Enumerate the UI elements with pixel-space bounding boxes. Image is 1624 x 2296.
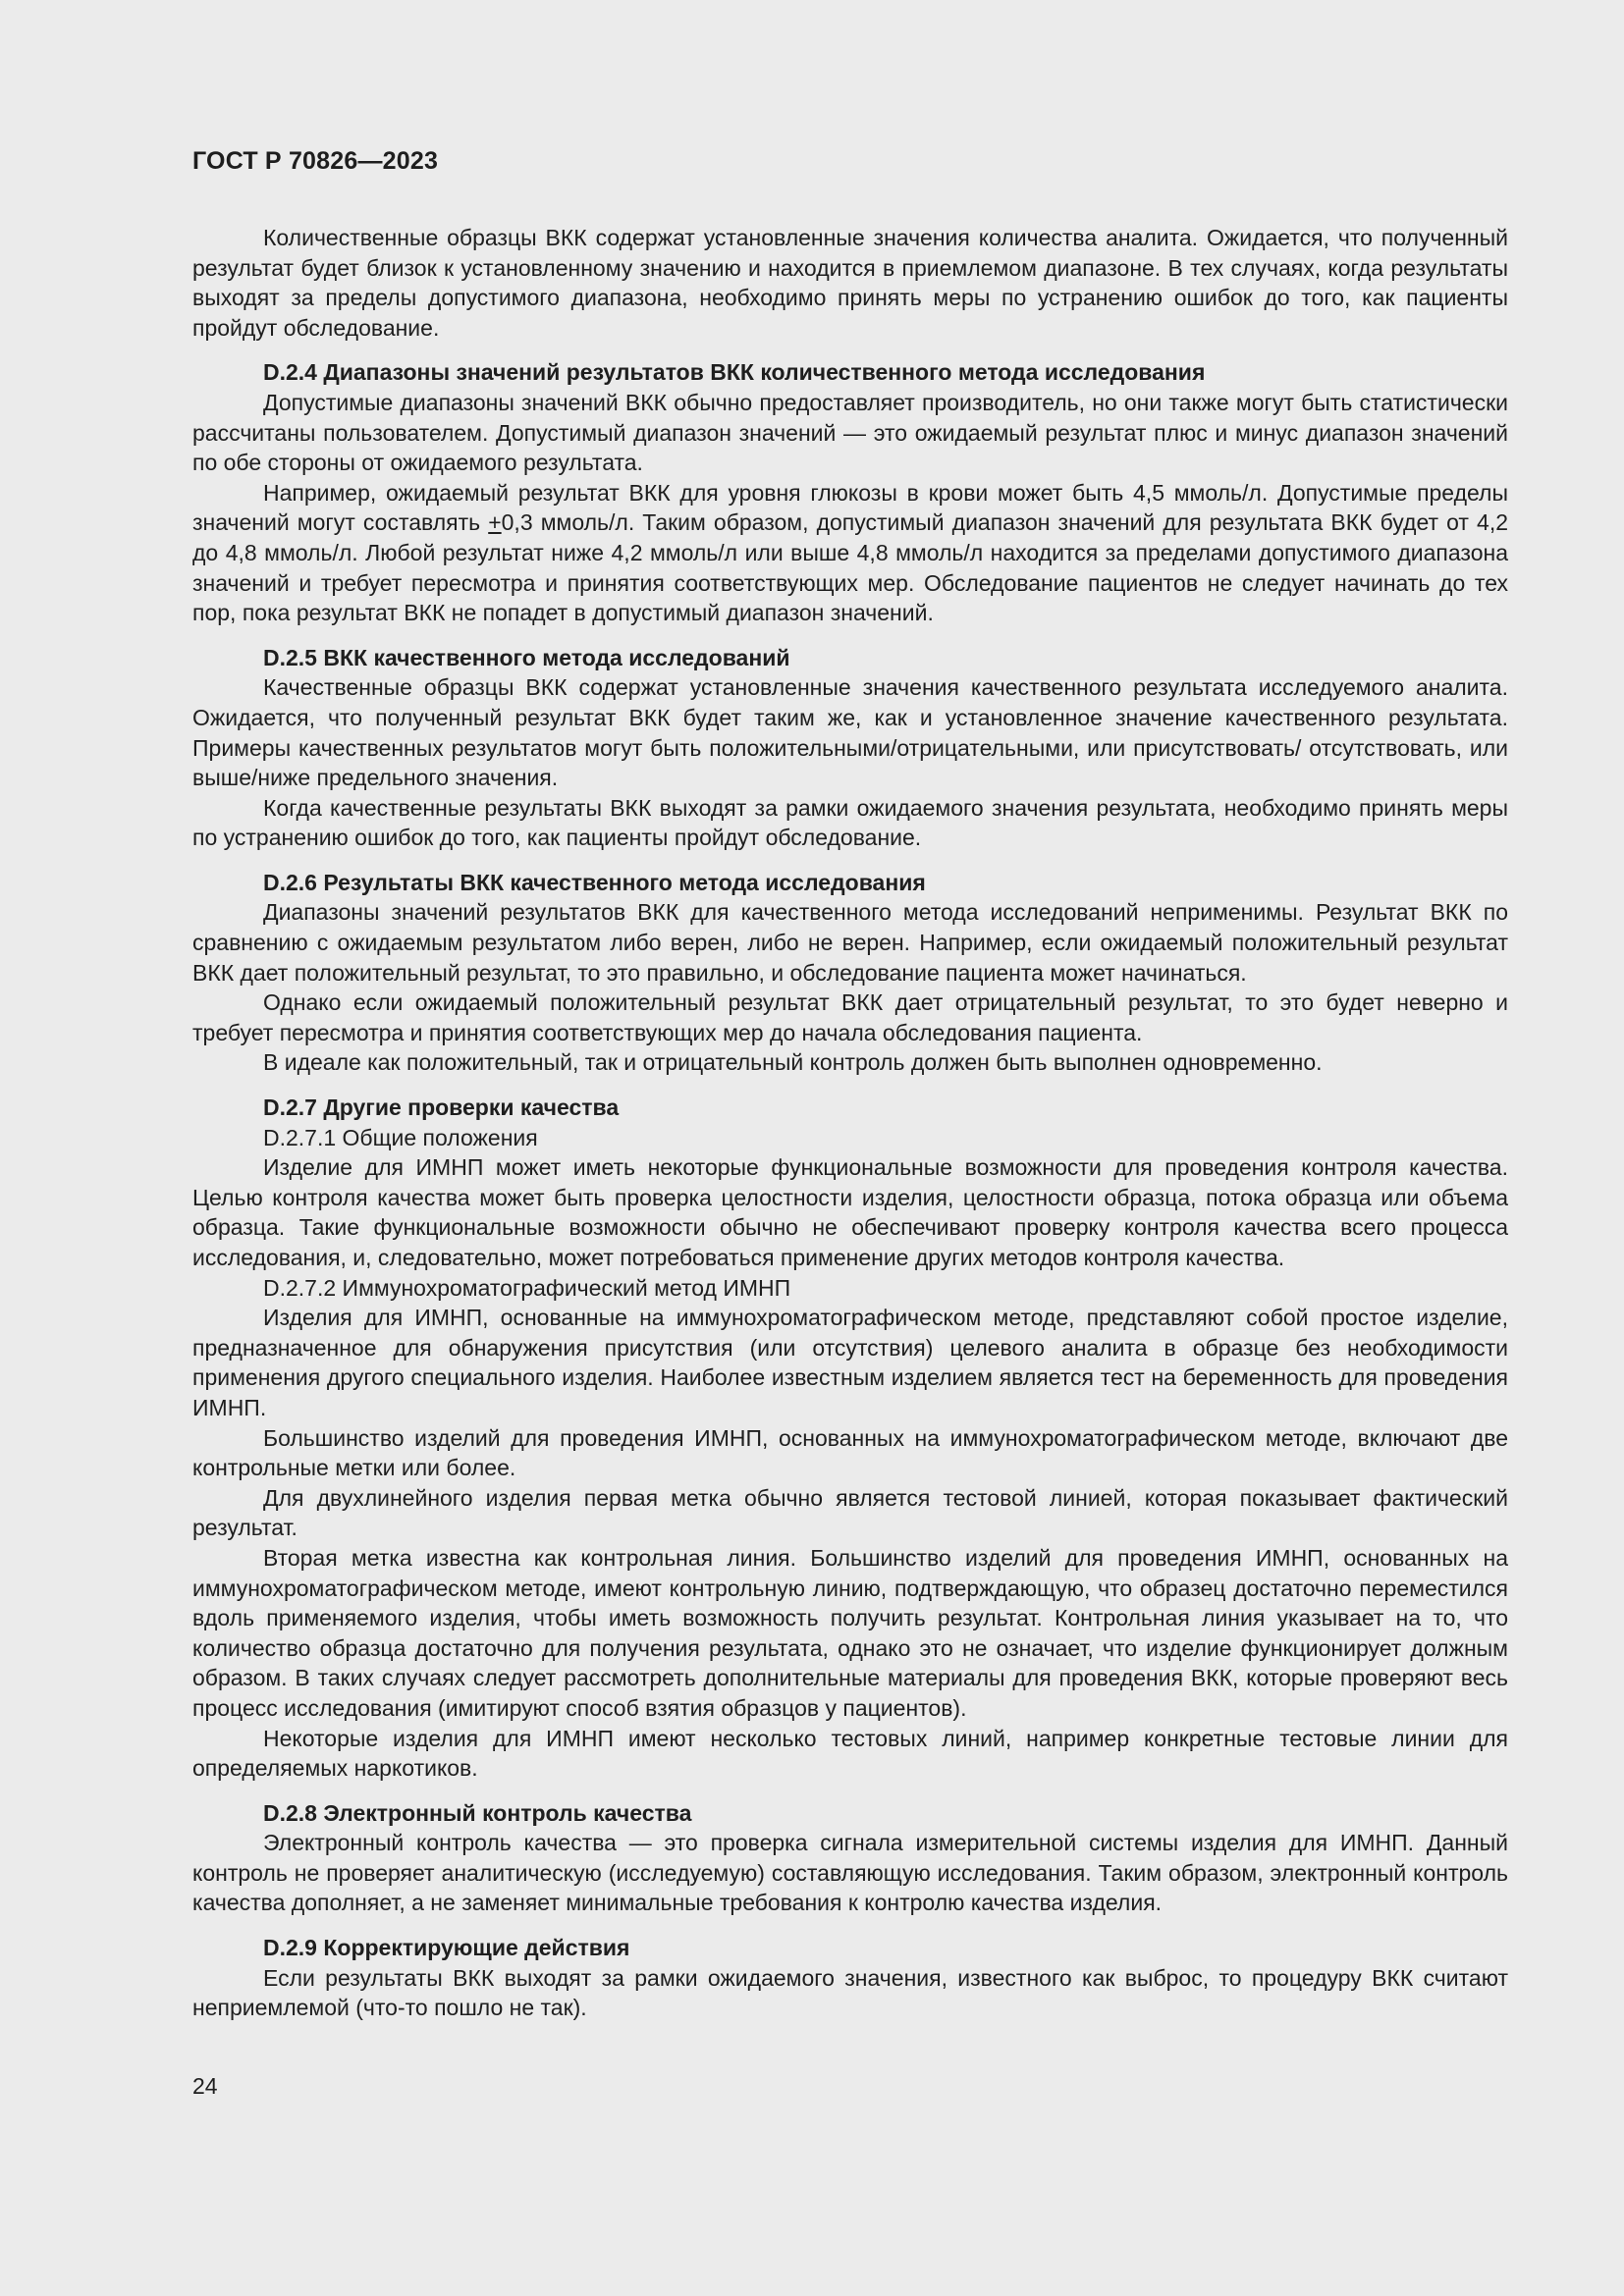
d24-paragraph-2-part-b: 0,3 ммоль/л. Таким образом, допустимый диапазон значений для результата ВКК будет от 4,2 до 4,8 ммоль/л. Любой результат ниже 4,2 ммоль/л или выше 4,8 ммоль/л находится за пределами допустимого диапазона значений и требует пересмотра и принятия соответствующих мер. Обследование пациентов не следует начинать до тех пор, пока результат ВКК не попадет в допустимый диапазон значений. xyxy=(192,509,1508,626)
page-number: 24 xyxy=(192,2073,218,2099)
document-page xyxy=(192,0,1508,2296)
d27-paragraph-3: Большинство изделий для проведения ИМНП, основанных на иммунохроматографическом методе, включают две контрольные метки или более. xyxy=(192,1424,1508,1481)
d24-paragraph-1: Допустимые диапазоны значений ВКК обычно предоставляет производитель, но они также могут быть статистически рассчитаны пользователем. Допустимый диапазон значений — это ожидаемый результат плюс и минус диапазон значений по обе стороны от ожидаемого результата. xyxy=(192,389,1508,476)
d24-paragraph-2-part-a: Например, ожидаемый результат ВКК для уровня глюкозы в крови может быть 4,5 ммоль/л. Допустимые пределы значений могут составлять xyxy=(192,479,1508,536)
section-heading-d27: D.2.7 Другие проверки качества xyxy=(263,1095,620,1121)
d27-paragraph-4: Для двухлинейного изделия первая метка обычно является тестовой линией, которая показывает фактический результат. xyxy=(192,1484,1508,1541)
subsection-heading-d271: D.2.7.1 Общие положения xyxy=(263,1124,538,1150)
d29-paragraph-1: Если результаты ВКК выходят за рамки ожидаемого значения, известного как выброс, то процедуру ВКК считают неприемлемой (что-то пошло не так). xyxy=(192,1964,1508,2021)
document-body xyxy=(192,223,1508,2023)
d26-paragraph-2: Однако если ожидаемый положительный результат ВКК дает отрицательный результат, то это будет неверно и требует пересмотра и принятия соответствующих мер до начала обследования пациента. xyxy=(192,989,1508,1045)
document-header: ГОСТ Р 70826—2023 xyxy=(192,147,439,175)
section-heading-d24: D.2.4 Диапазоны значений результатов ВКК количественного метода исследования xyxy=(263,359,1206,386)
plus-minus-sign: + xyxy=(488,509,502,536)
d27-paragraph-6: Некоторые изделия для ИМНП имеют несколько тестовых линий, например конкретные тестовые линии для определяемых наркотиков. xyxy=(192,1725,1508,1782)
section-heading-d28: D.2.8 Электронный контроль качества xyxy=(263,1799,692,1826)
d27-paragraph-1: Изделие для ИМНП может иметь некоторые функциональные возможности для проведения контроля качества. Целью контроля качества может быть проверка целостности изделия, целостности образца, потока образца или объема образца. Такие функциональные возможности обычно не обеспечивают проверку контроля качества всего процесса исследования, и, следовательно, может потребоваться применение других методов контроля качества. xyxy=(192,1154,1508,1270)
d27-paragraph-5: Вторая метка известна как контрольная линия. Большинство изделий для проведения ИМНП, основанных на иммунохроматографическом методе, имеют контрольную линию, подтверждающую, что образец достаточно переместился вдоль применяемого изделия, чтобы иметь возможность получить результат. Контрольная линия указывает на то, что количество образца достаточно для получения результата, однако это не означает, что изделие функционирует должным образом. В таких случаях следует рассмотреть дополнительные материалы для проведения ВКК, которые проверяют весь процесс исследования (имитируют способ взятия образцов у пациентов). xyxy=(192,1544,1508,1721)
intro-paragraph: Количественные образцы ВКК содержат установленные значения количества аналита. Ожидается, что полученный результат будет близок к установленному значению и находится в приемлемом диапазоне. В тех случаях, когда результаты выходят за пределы допустимого диапазона, необходимо принять меры по устранению ошибок до того, как пациенты пройдут обследование. xyxy=(192,225,1508,341)
d26-paragraph-3: В идеале как положительный, так и отрицательный контроль должен быть выполнен одновременно. xyxy=(263,1049,1323,1076)
section-heading-d29: D.2.9 Корректирующие действия xyxy=(263,1935,630,1961)
d28-paragraph-1: Электронный контроль качества — это проверка сигнала измерительной системы изделия для ИМНП. Данный контроль не проверяет аналитическую (исследуемую) составляющую исследования. Таким образом, электронный контроль качества дополняет, а не заменяет минимальные требования к контролю качества изделия. xyxy=(192,1830,1508,1916)
d27-paragraph-2: Изделия для ИМНП, основанные на иммунохроматографическом методе, представляют собой простое изделие, предназначенное для обнаружения присутствия (или отсутствия) целевого аналита в образце без необходимости применения другого специального изделия. Наиболее известным изделием является тест на беременность для проведения ИМНП. xyxy=(192,1305,1508,1420)
section-heading-d25: D.2.5 ВКК качественного метода исследований xyxy=(263,644,790,670)
subsection-heading-d272: D.2.7.2 Иммунохроматографический метод ИМНП xyxy=(263,1274,791,1301)
d24-paragraph-2 xyxy=(192,478,1508,628)
section-heading-d26: D.2.6 Результаты ВКК качественного метода исследования xyxy=(263,869,926,895)
d26-paragraph-1: Диапазоны значений результатов ВКК для качественного метода исследований неприменимы. Результат ВКК по сравнению с ожидаемым результатом либо верен, либо не верен. Например, если ожидаемый положительный результат ВКК дает положительный результат, то это правильно, и обследование пациента может начинаться. xyxy=(192,899,1508,986)
d25-paragraph-2: Когда качественные результаты ВКК выходят за рамки ожидаемого значения результата, необходимо принять меры по устранению ошибок до того, как пациенты пройдут обследование. xyxy=(192,794,1508,851)
d25-paragraph-1: Качественные образцы ВКК содержат установленные значения качественного результата исследуемого аналита. Ожидается, что полученный результат ВКК будет таким же, как и установленное значение качественного результата. Примеры качественных результатов могут быть положительными/отрицательными, или присутствовать/ отсутствовать, или выше/ниже предельного значения. xyxy=(192,674,1508,791)
